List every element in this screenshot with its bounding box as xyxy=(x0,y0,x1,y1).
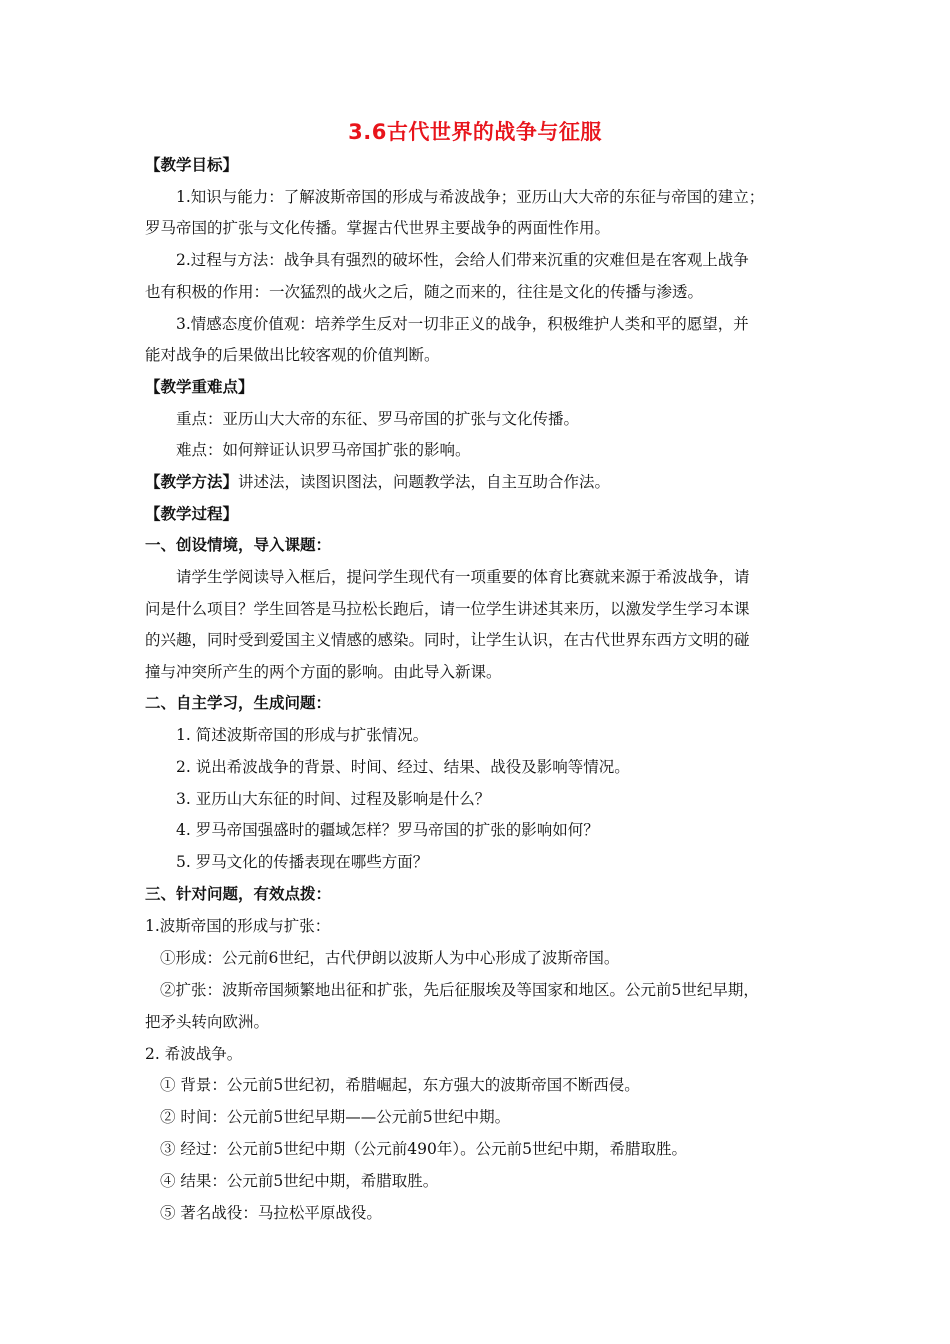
persia-formation: ①形成：公元前6世纪，古代伊朗以波斯人为中心形成了波斯帝国。 xyxy=(160,949,620,967)
objective-1-line-1: 1.知识与能力：了解波斯帝国的形成与希波战争；亚历山大大帝的东征与帝国的建立； xyxy=(176,188,765,206)
section-1-line-2: 问是什么项目？学生回答是马拉松长跑后，请一位学生讲述其来历，以激发学生学习本课 xyxy=(145,600,750,618)
process-heading: 【教学过程】 xyxy=(145,505,239,523)
key-points-heading: 【教学重难点】 xyxy=(145,378,254,396)
objective-2-line-2: 也有积极的作用：一次猛烈的战火之后，随之而来的，往往是文化的传播与渗透。 xyxy=(145,283,704,301)
section-1-line-3: 的兴趣，同时受到爱国主义情感的感染。同时，让学生认识，在古代世界东西方文明的碰 xyxy=(145,631,750,649)
key-point: 重点：亚历山大大帝的东征、罗马帝国的扩张与文化传播。 xyxy=(176,410,580,428)
question-2: 2. 说出希波战争的背景、时间、经过、结果、战役及影响等情况。 xyxy=(176,758,630,776)
page-title: 3.6古代世界的战争与征服 xyxy=(348,120,602,144)
section-2-heading: 二、自主学习，生成问题： xyxy=(145,694,332,712)
section-3-heading: 三、针对问题，有效点拨： xyxy=(145,885,332,903)
greco-persian-time: ② 时间：公元前5世纪早期——公元前5世纪中期。 xyxy=(160,1108,511,1126)
greco-persian-battle: ⑤ 著名战役：马拉松平原战役。 xyxy=(160,1204,382,1222)
methods-heading: 【教学方法】 xyxy=(145,473,239,491)
section-1-line-4: 撞与冲突所产生的两个方面的影响。由此导入新课。 xyxy=(145,663,502,681)
methods-line xyxy=(145,472,610,492)
question-5: 5. 罗马文化的传播表现在哪些方面？ xyxy=(176,853,429,871)
greco-persian-course: ③ 经过：公元前5世纪中期（公元前490年）。公元前5世纪中期，希腊取胜。 xyxy=(160,1140,687,1158)
persia-expansion-line-2: 把矛头转向欧洲。 xyxy=(145,1013,270,1031)
methods-text: 讲述法，读图识图法，问题教学法，自主互助合作法。 xyxy=(238,473,611,491)
section-1-heading: 一、创设情境，导入课题： xyxy=(145,536,332,554)
objective-3-line-2: 能对战争的后果做出比较客观的价值判断。 xyxy=(145,346,440,364)
greco-persian-heading: 2. 希波战争。 xyxy=(145,1045,243,1063)
persia-heading: 1.波斯帝国的形成与扩张： xyxy=(145,917,331,935)
objective-1-line-2: 罗马帝国的扩张与文化传播。掌握古代世界主要战争的两面性作用。 xyxy=(145,219,611,237)
objective-2-line-1: 2.过程与方法：战争具有强烈的破坏性，会给人们带来沉重的灾难但是在客观上战争 xyxy=(176,251,749,269)
persia-expansion-line-1: ②扩张：波斯帝国频繁地出征和扩张，先后征服埃及等国家和地区。公元前5世纪早期， xyxy=(160,981,759,999)
objectives-heading: 【教学目标】 xyxy=(145,156,239,174)
question-4: 4. 罗马帝国强盛时的疆域怎样？罗马帝国的扩张的影响如何？ xyxy=(176,821,599,839)
objective-3-line-1: 3.情感态度价值观：培养学生反对一切非正义的战争，积极维护人类和平的愿望，并 xyxy=(176,315,749,333)
section-1-line-1: 请学生学阅读导入框后，提问学生现代有一项重要的体育比赛就来源于希波战争，请 xyxy=(176,568,750,586)
question-1: 1. 简述波斯帝国的形成与扩张情况。 xyxy=(176,726,429,744)
greco-persian-result: ④ 结果：公元前5世纪中期，希腊取胜。 xyxy=(160,1172,439,1190)
greco-persian-background: ① 背景：公元前5世纪初，希腊崛起，东方强大的波斯帝国不断西侵。 xyxy=(160,1076,640,1094)
difficult-point: 难点：如何辩证认识罗马帝国扩张的影响。 xyxy=(176,441,471,459)
question-3: 3. 亚历山大东征的时间、过程及影响是什么？ xyxy=(176,790,491,808)
